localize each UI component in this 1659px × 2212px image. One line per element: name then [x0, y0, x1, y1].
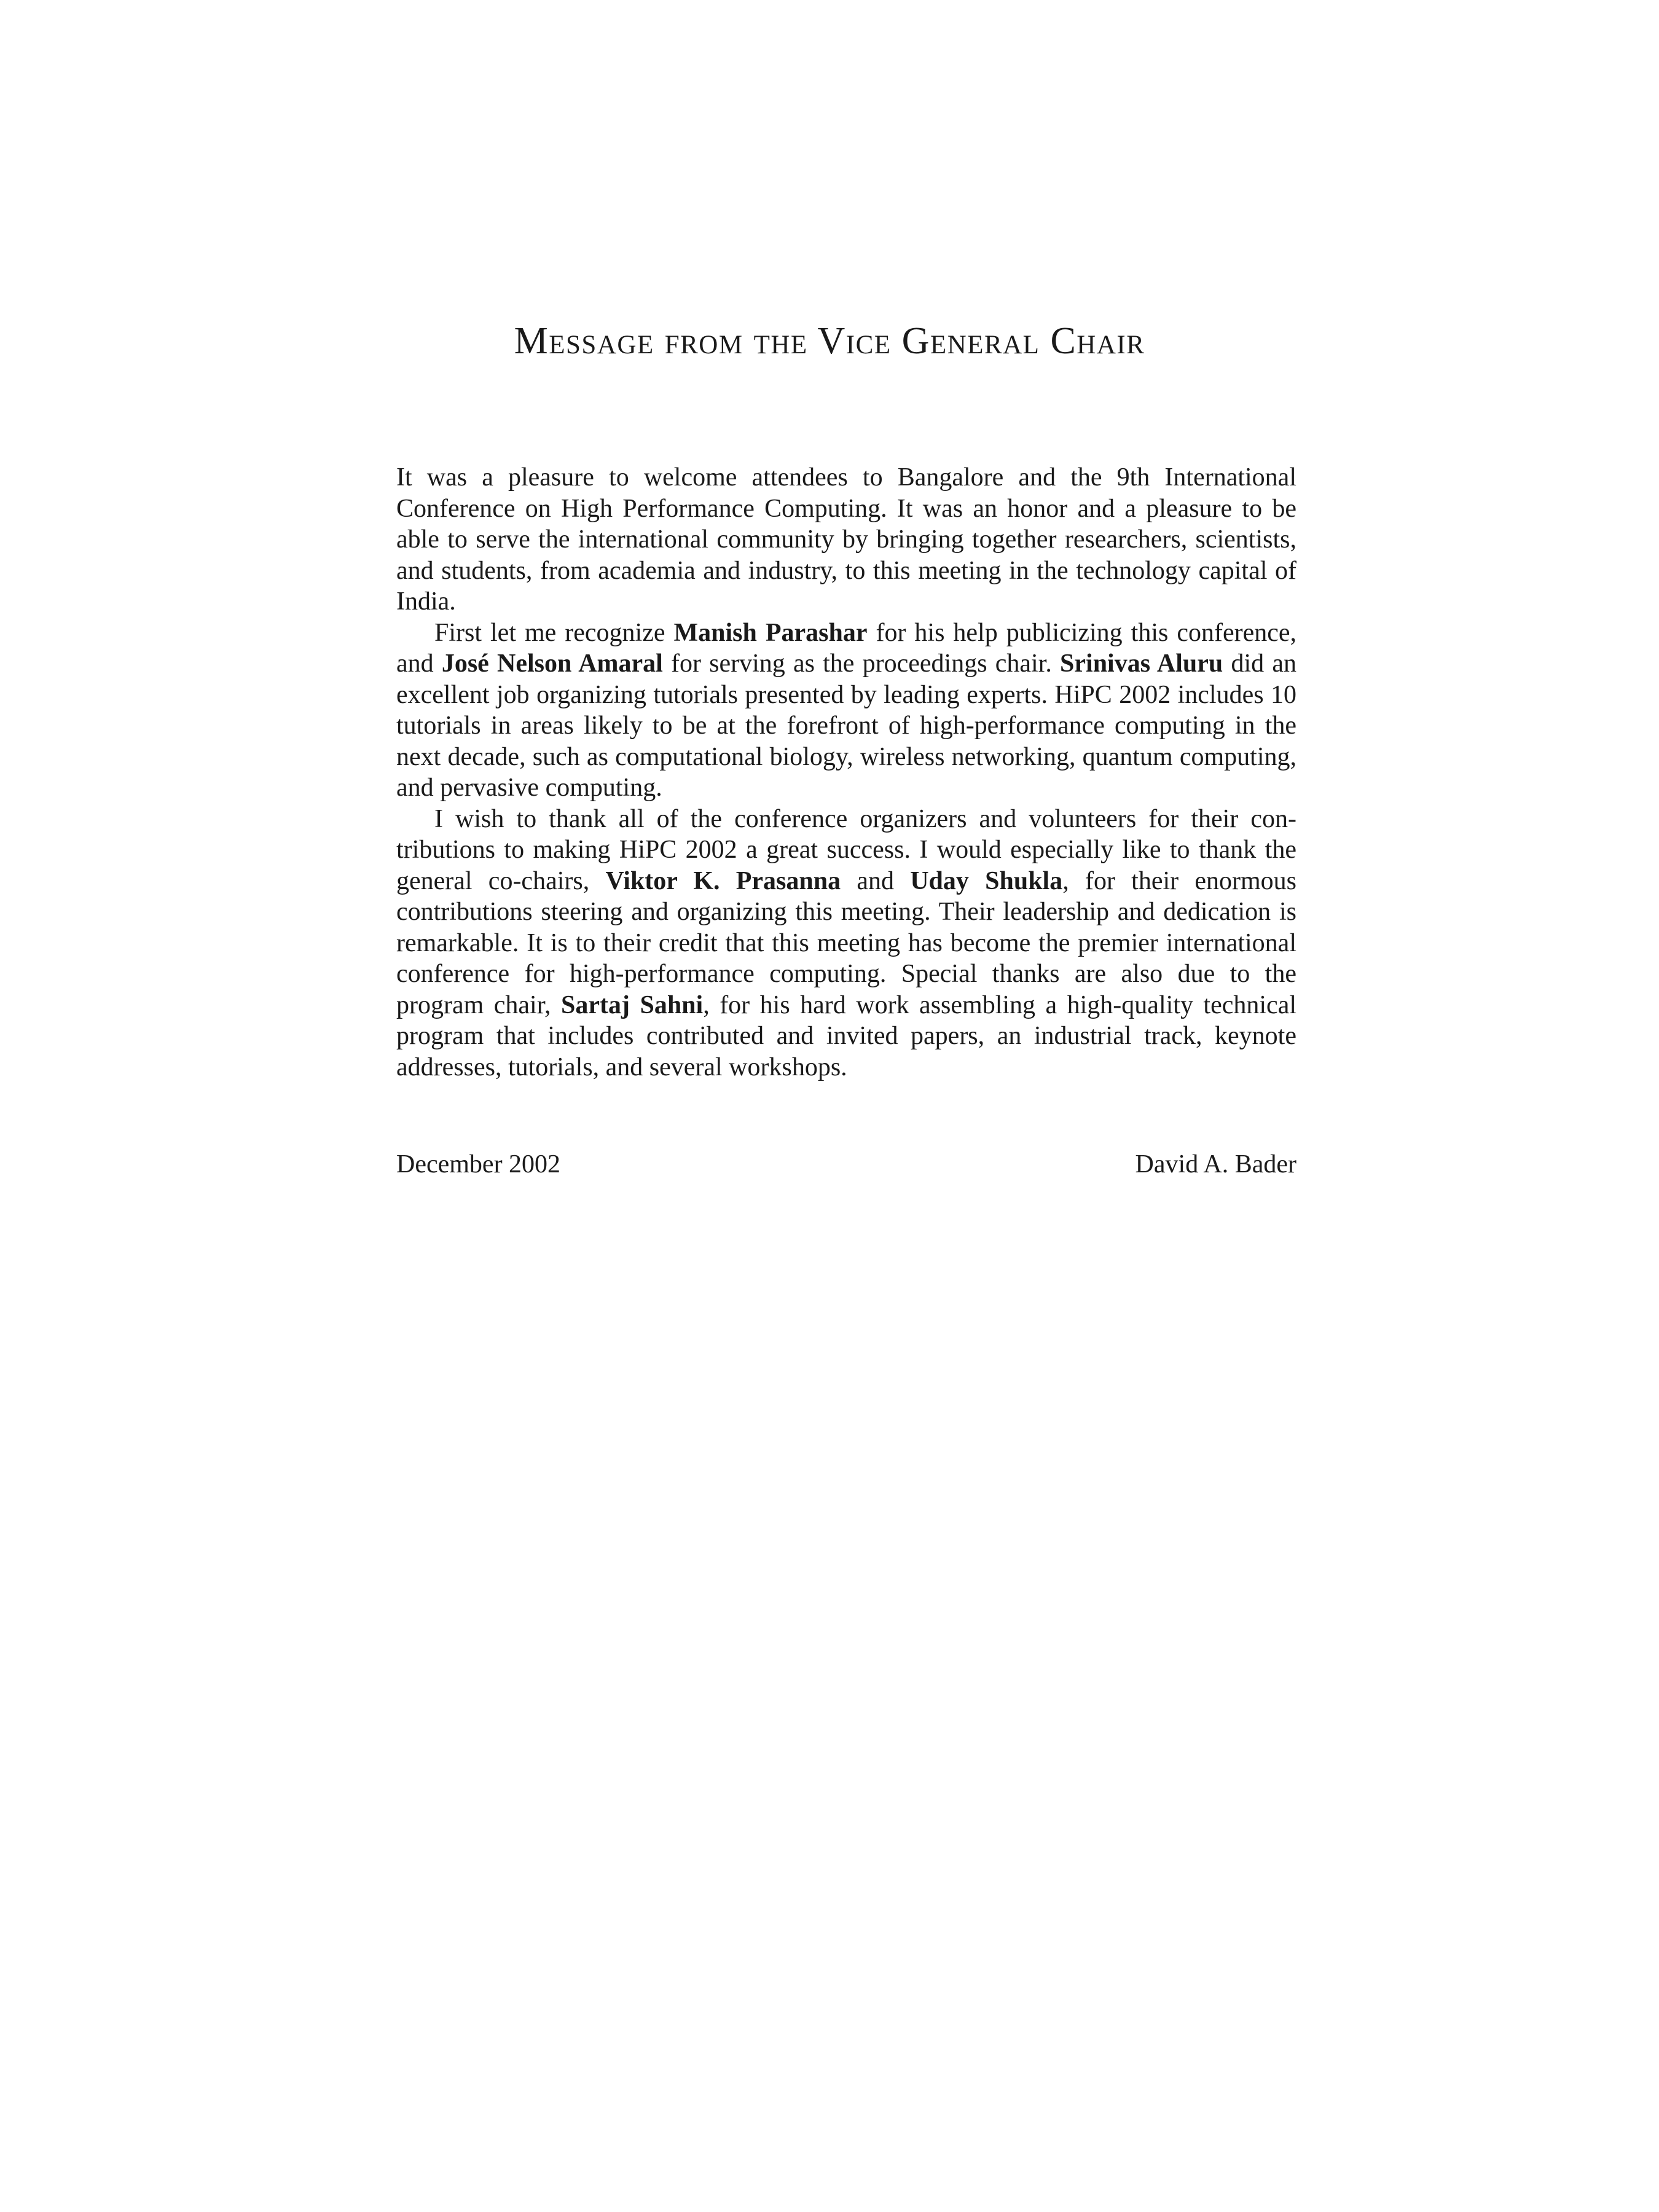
- paragraph-text: , for their enormous contributions steering and organizing this meeting. Their leadership and dedication is remarkable. It is to their credit that this meeting has become the premier international conference for high-performance computing. Special thanks are also due to the program chair,: [396, 866, 1296, 1019]
- paragraph-text: I wish to thank all of the conference organizers and volunteers for their contributions to making HiPC 2002 a great success. I would especially like to thank the general co-chairs,: [396, 804, 1296, 895]
- paragraph-3: [396, 804, 1296, 1083]
- person-name: Srinivas Aluru: [1060, 649, 1223, 678]
- paragraph-1: [396, 462, 1296, 618]
- paragraph-text: did an excellent job organizing tutorials presented by leading experts. HiPC 2002 includes 10 tutorials in areas likely to be at the forefront of high-performance computing in the next decade, such as computational biology, wireless networking, quantum computing, and pervasive computing.: [396, 649, 1296, 802]
- person-name: Sartaj Sahni: [561, 990, 704, 1019]
- message-body: [396, 462, 1296, 1083]
- paragraph-text: for his help publicizing this conference, and: [396, 618, 1297, 678]
- paragraph-text: It was a pleasure to welcome attendees to Bangalore and the 9th International Conference on High Performance Computing. It was an honor and a pleasure to be able to serve the international community by bringing together researchers, scientists, and students, from academia and industry, to this meeting in the technology capital of India.: [396, 463, 1296, 616]
- paragraph-2: [396, 618, 1296, 804]
- paragraph-text: for serving as the proceedings chair.: [662, 649, 1061, 678]
- paragraph-text: , for his hard work assembling a high-quality technical program that includes contributed and invited papers, an industrial track, keynote addresses, tutorials, and several workshops.: [396, 990, 1297, 1081]
- person-name: Manish Parashar: [673, 618, 868, 647]
- signature-row: [396, 1149, 1296, 1180]
- page-title: Message from the Vice General Chair: [514, 320, 1145, 362]
- person-name: Viktor K. Prasanna: [605, 866, 841, 895]
- date: December 2002: [396, 1150, 561, 1179]
- person-name: José Nelson Amaral: [441, 649, 663, 678]
- author-name: David A. Bader: [1135, 1150, 1296, 1179]
- paragraph-text: First let me recognize: [434, 618, 674, 647]
- paragraph-text: and: [841, 866, 911, 895]
- person-name: Uday Shukla: [910, 866, 1063, 895]
